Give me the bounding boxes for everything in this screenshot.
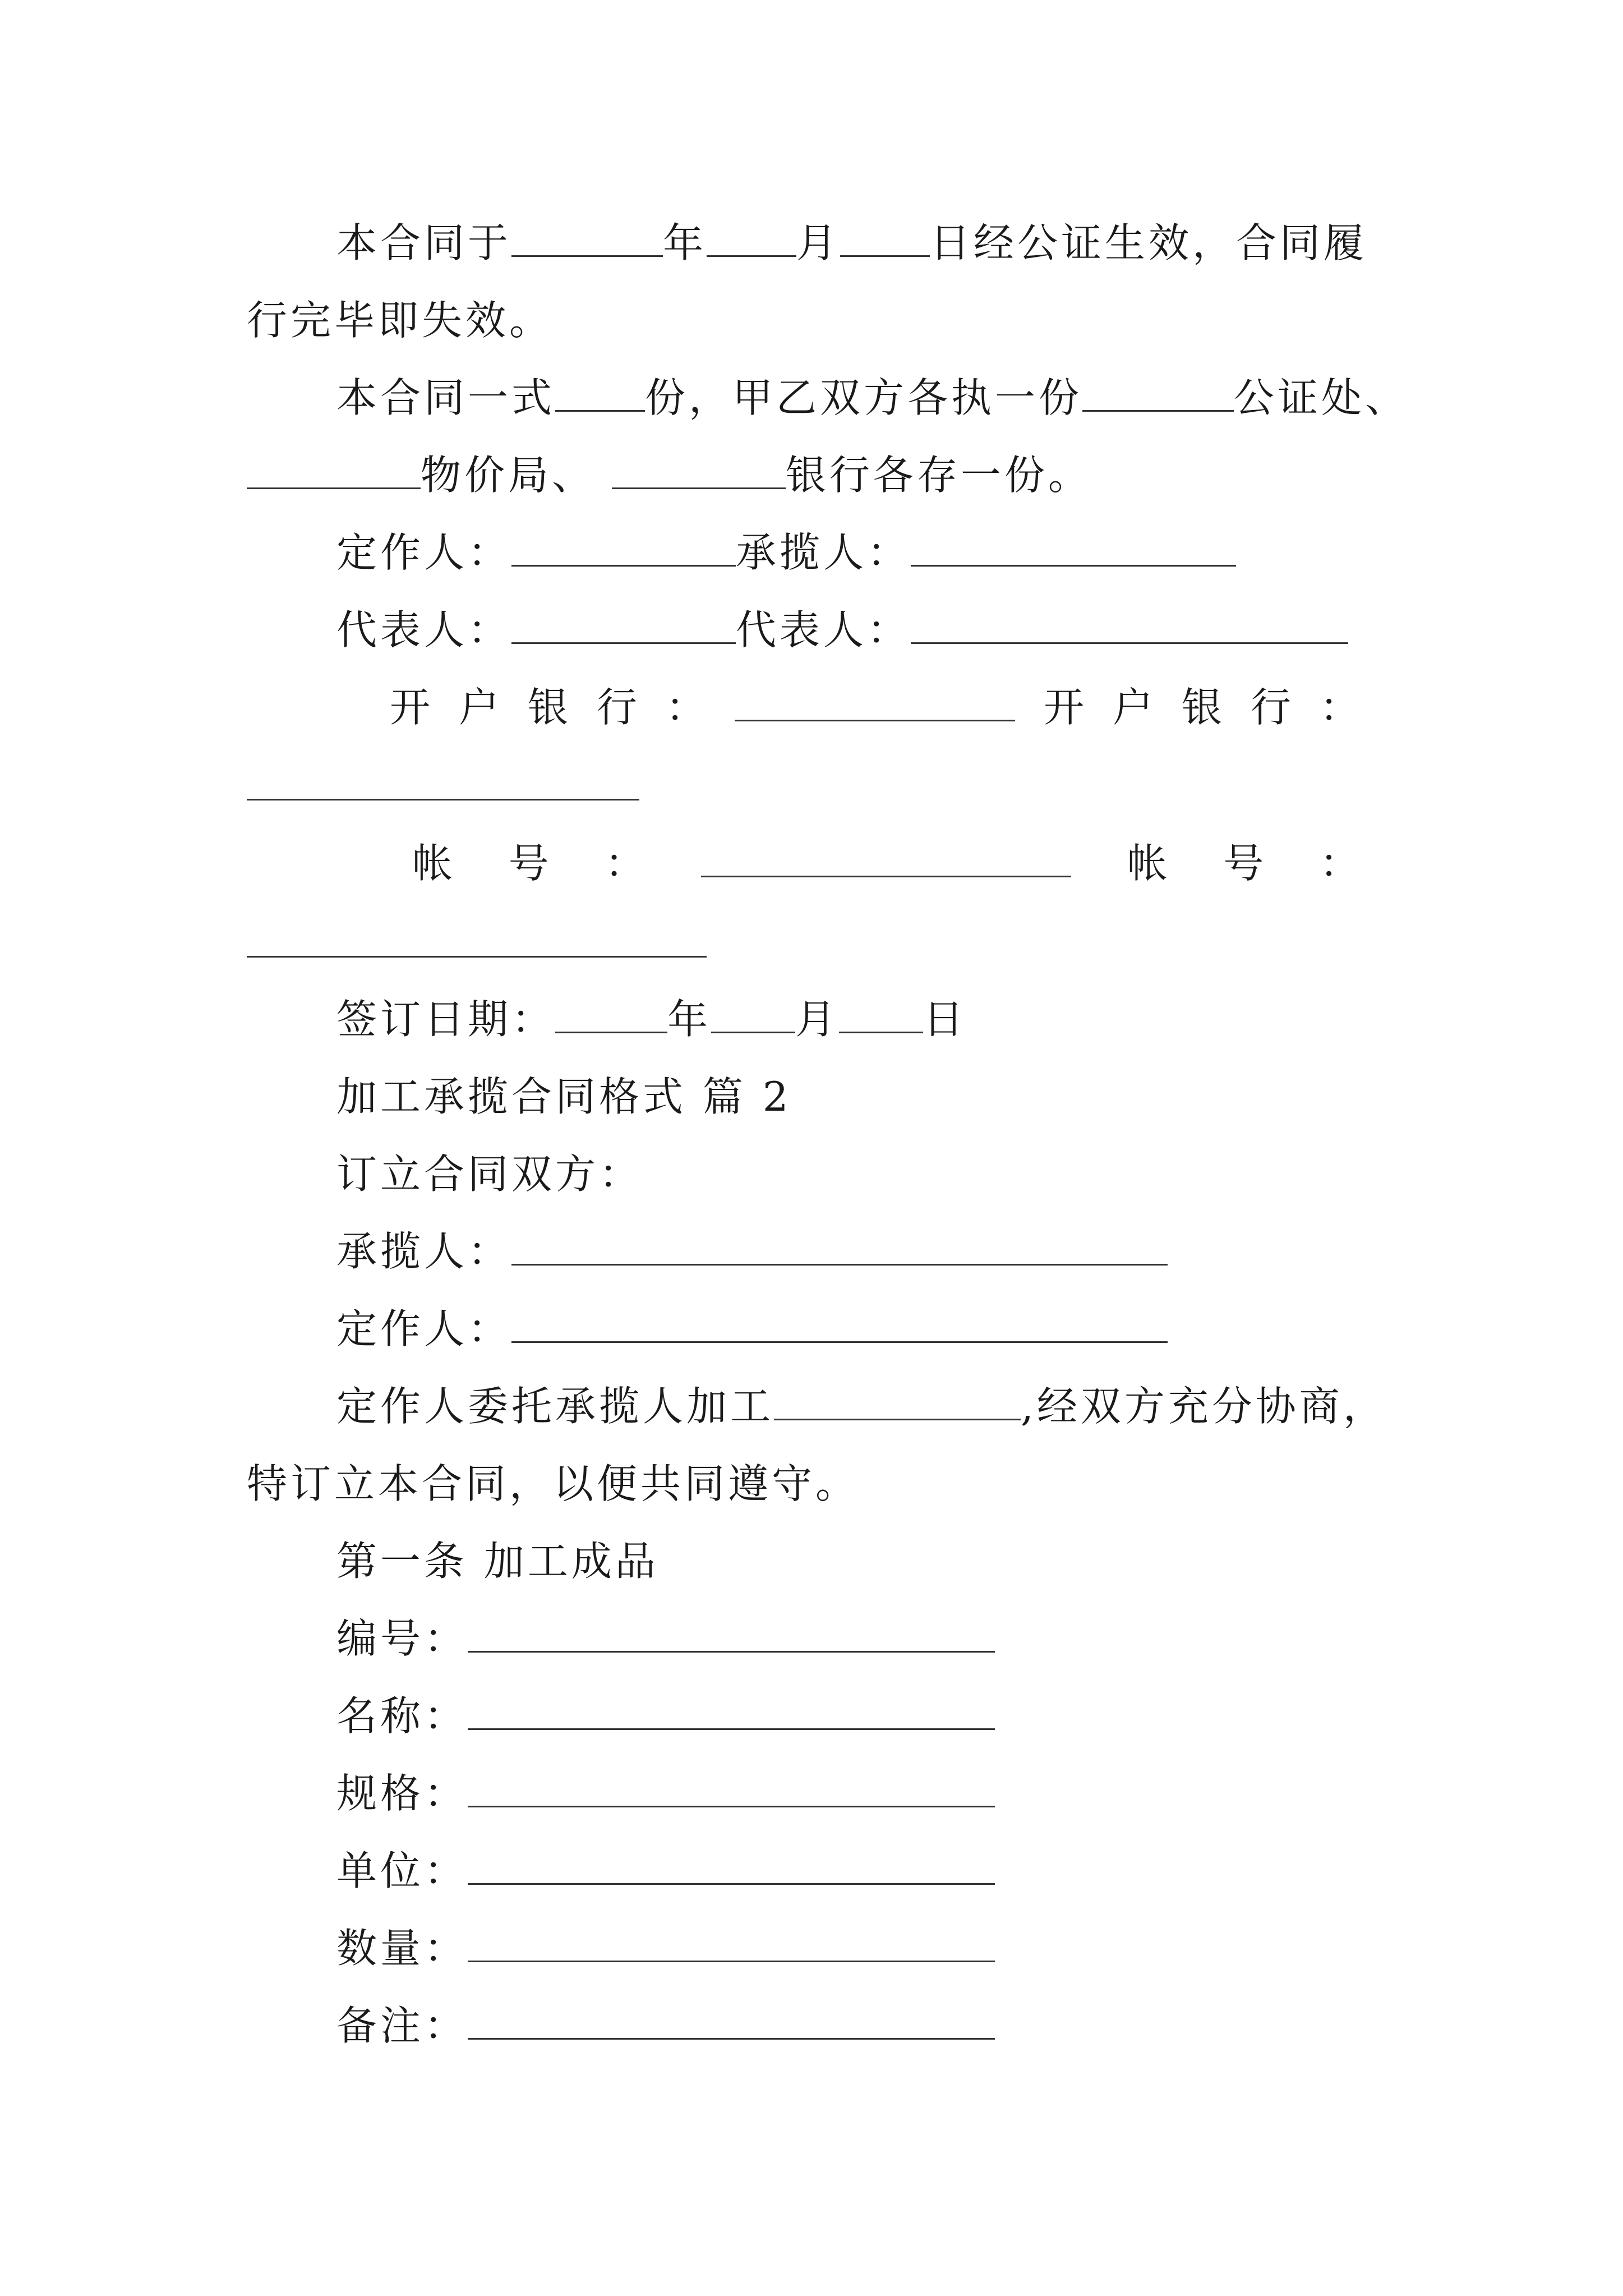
price-bureau-blank: [247, 450, 421, 489]
text-segment: 本合同于: [336, 219, 512, 266]
account-char: 号: [508, 840, 549, 887]
contractor-line: [336, 1226, 1168, 1277]
contractor-label: 承揽人：: [736, 529, 911, 576]
representative-label: 代表人：: [336, 606, 512, 654]
representative-label: 代表人：: [736, 606, 911, 654]
text-segment: 日经公证生效，合同履: [930, 219, 1368, 266]
bank-char: 开: [1043, 684, 1084, 731]
account-blank-cont: [247, 954, 707, 958]
section-heading: 加工承揽合同格式 篇 2: [336, 1073, 792, 1120]
text-segment: 月: [796, 219, 841, 266]
bank-char: 户: [1112, 684, 1153, 731]
field-line: [336, 1923, 995, 1973]
month-blank: [711, 995, 795, 1033]
effective-date-line: [336, 218, 1367, 268]
article-heading: 第一条 加工成品: [336, 1538, 659, 1585]
field-line: [336, 1613, 995, 1664]
notary-blank: [1082, 373, 1234, 412]
account-char: 帐: [412, 840, 453, 887]
bank-char: 行: [597, 684, 638, 731]
representative-blank: [511, 605, 736, 644]
bank-blank-cont: [247, 797, 639, 800]
field-label: 名称：: [336, 1692, 468, 1740]
year-blank: [555, 995, 667, 1033]
account-char: ：: [605, 840, 645, 887]
field-line: [336, 1691, 995, 1741]
contractor-blank: [911, 528, 1236, 567]
field-blank: [468, 1846, 995, 1885]
text-segment: 年: [667, 996, 712, 1043]
text-segment: ,经双方充分协商，: [1021, 1383, 1387, 1430]
field-blank: [468, 1924, 995, 1962]
field-label: 备注：: [336, 2002, 468, 2049]
product-blank: [774, 1382, 1021, 1420]
account-char: 号: [1223, 840, 1264, 887]
copies-line-cont: [247, 450, 1092, 500]
text-segment: 份，甲乙双方各执一份: [645, 374, 1083, 421]
text-segment: 签订日期：: [336, 996, 556, 1043]
signatory-line: [336, 527, 1236, 578]
account-blank: [701, 839, 1071, 877]
bank-char: ：: [666, 684, 707, 731]
year-blank: [511, 218, 663, 257]
orderer-blank: [511, 528, 736, 567]
field-label: 规格：: [336, 1770, 468, 1817]
bank-line: [390, 682, 1360, 733]
field-blank: [468, 1691, 995, 1730]
orderer-label: 定作人：: [336, 1305, 512, 1352]
entrust-line-cont: 特订立本合同，以便共同遵守。: [247, 1460, 860, 1507]
copies-line: [336, 372, 1409, 423]
text-segment: 公证处、: [1234, 374, 1409, 421]
bank-char: 银: [1181, 684, 1222, 731]
text-segment: 月: [795, 996, 840, 1043]
bank-char: 银: [528, 684, 569, 731]
field-label: 数量：: [336, 1925, 468, 1972]
bank-char: ：: [1319, 684, 1360, 731]
account-char: 帐: [1127, 840, 1168, 887]
bank-char: 行: [1250, 684, 1291, 731]
orderer-label: 定作人：: [336, 529, 512, 576]
bank-blank: [612, 450, 786, 489]
day-blank: [839, 995, 923, 1033]
contractor-label: 承揽人：: [336, 1228, 512, 1275]
text-segment: 本合同一式: [336, 374, 556, 421]
effective-date-line-cont: 行完毕即失效。: [247, 297, 554, 344]
representative-line: [336, 605, 1348, 655]
bank-char: 开: [390, 684, 431, 731]
field-line: [336, 1846, 995, 1896]
text-segment: 银行各存一份。: [785, 452, 1092, 499]
orderer-line: [336, 1304, 1168, 1354]
month-blank: [707, 218, 796, 257]
bank-blank: [735, 683, 1015, 721]
field-blank: [468, 1769, 995, 1807]
account-line: [412, 838, 1360, 889]
bank-char: 户: [459, 684, 500, 731]
account-char: ：: [1319, 840, 1360, 887]
entrust-line: [336, 1381, 1387, 1432]
text-segment: 物价局、: [421, 452, 596, 499]
representative-blank: [911, 605, 1348, 644]
field-label: 编号：: [336, 1615, 468, 1662]
text-segment: 日: [923, 996, 967, 1043]
signing-date-line: [336, 994, 967, 1045]
text-segment: 年: [663, 219, 707, 266]
copies-blank: [555, 373, 645, 412]
text-segment: 定作人委托承揽人加工: [336, 1383, 774, 1430]
contractor-blank: [511, 1227, 1168, 1266]
parties-heading: 订立合同双方：: [336, 1151, 643, 1198]
field-label: 单位：: [336, 1847, 468, 1894]
orderer-blank: [511, 1304, 1168, 1343]
field-line: [336, 1768, 995, 1819]
day-blank: [840, 218, 930, 257]
field-blank: [468, 1614, 995, 1653]
field-line: [336, 2000, 995, 2051]
field-blank: [468, 2001, 995, 2040]
